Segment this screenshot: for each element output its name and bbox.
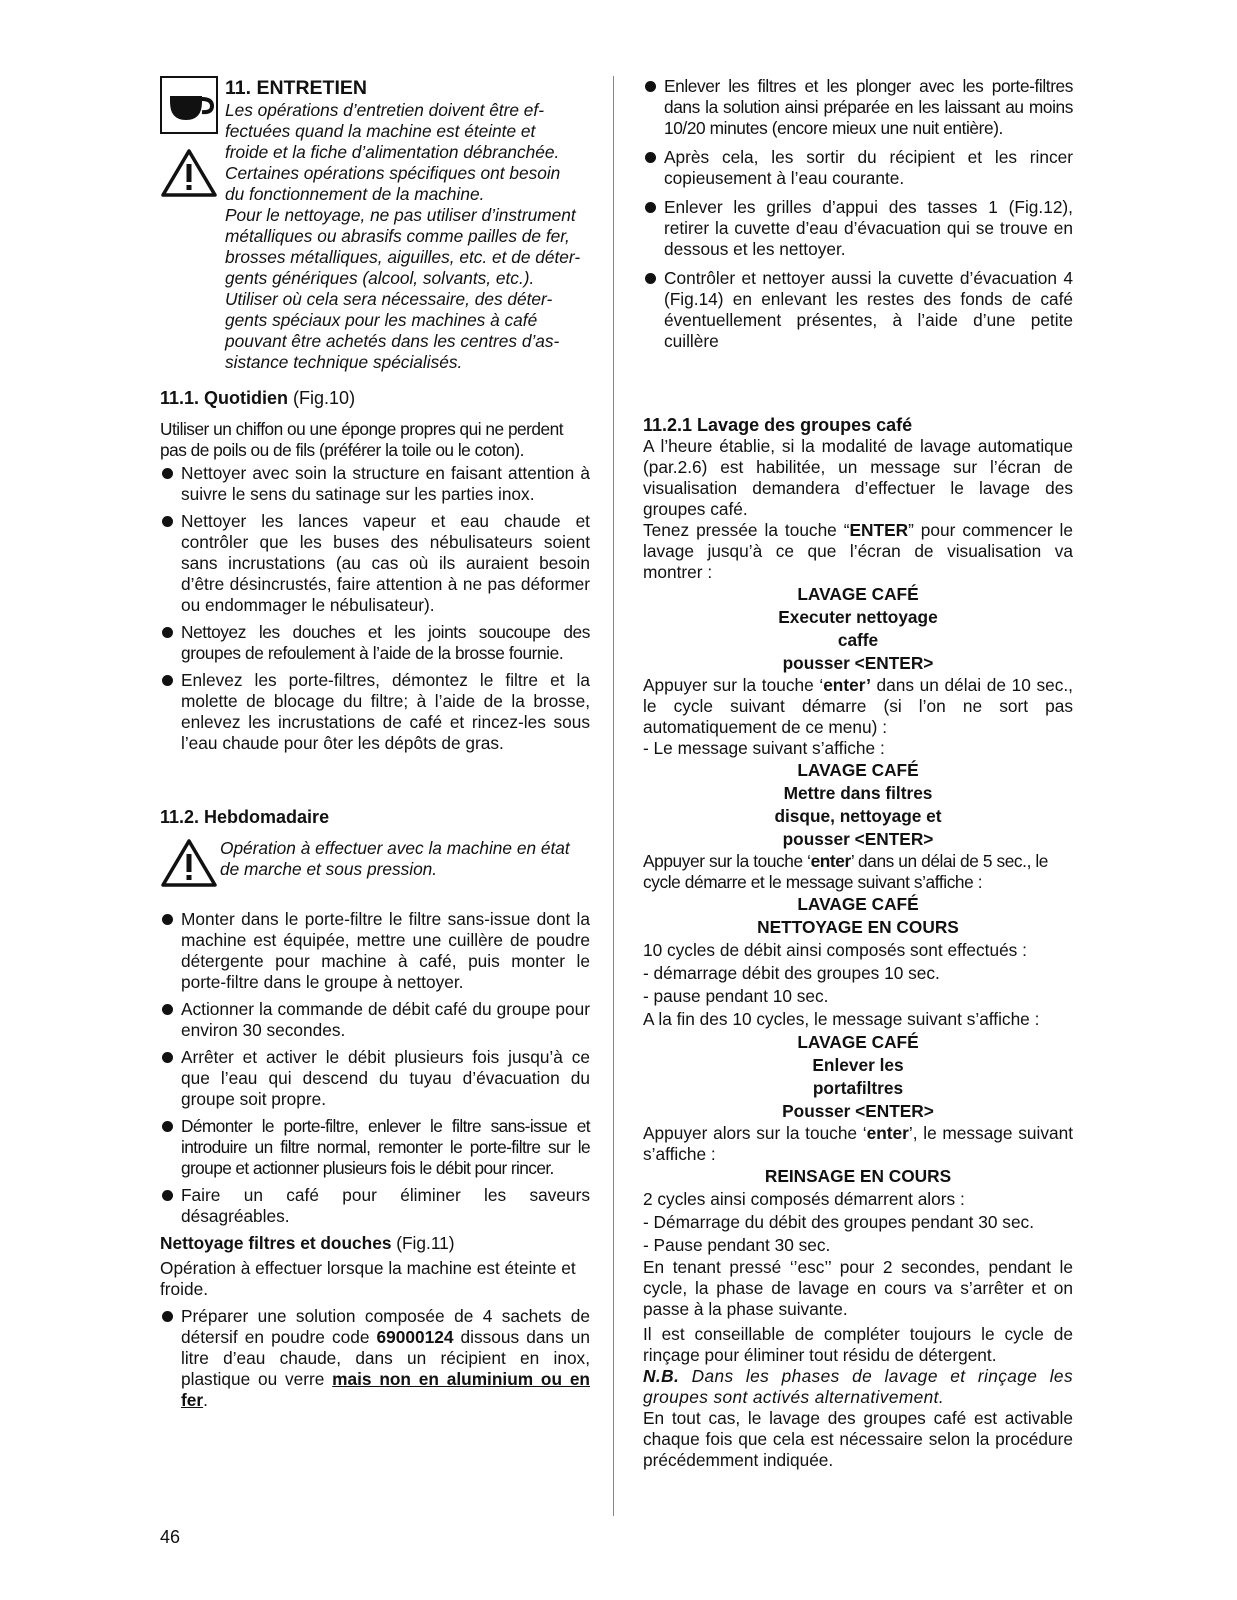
- key-name: enter’: [823, 675, 871, 695]
- paragraph-text: Appuyer sur la touche ‘: [643, 851, 811, 871]
- list-item-text: Enlever les grilles d’appui des tasses 1 (Fig.12), retirer la cuvette d’eau d’évacuation qui se trouve en dessous et les nettoyer.: [664, 197, 1073, 259]
- display-line: NETTOYAGE EN COURS: [757, 917, 959, 937]
- list-item-text: Actionner la commande de débit café du groupe pour environ 30 secondes.: [181, 999, 590, 1040]
- paragraph: Il est conseillable de compléter toujours le cycle de rinçage pour éliminer tout résidu de détergent.: [643, 1324, 1073, 1365]
- intro-line: pouvant être achetés dans les centres d’as-: [225, 331, 560, 351]
- weekly-warning: [160, 838, 590, 893]
- column-divider: [613, 76, 614, 1516]
- list-item: [160, 463, 590, 505]
- list-item-text: Après cela, les sortir du récipient et les rincer copieusement à l’eau courante.: [664, 147, 1073, 188]
- display-line: Pousser <ENTER>: [782, 1101, 934, 1121]
- page-number: 46: [160, 1527, 181, 1547]
- paragraph-text: Appuyer sur la touche ‘: [643, 675, 824, 695]
- paragraph: [643, 851, 1073, 893]
- paragraph: A l’heure établie, si la modalité de lavage automatique (par.2.6) est habilitée, un message sur l’écran de visualisation demandera d’effectuer le lavage des groupes café.: [643, 436, 1073, 519]
- display-line: LAVAGE CAFÉ: [797, 1032, 919, 1052]
- list-item-text: Arrêter et activer le débit plusieurs fois jusqu’à ce que l’eau qui descend du tuyau d’évacuation du groupe soit propre.: [181, 1047, 590, 1109]
- figure-ref: (Fig.11): [396, 1233, 455, 1253]
- display-line: REINSAGE EN COURS: [764, 1166, 952, 1186]
- daily-intro: Utiliser un chiffon ou une éponge propres qui ne perdent pas de poils ou de fils (préférer la toile ou le coton).: [160, 419, 564, 460]
- product-code: 69000124: [376, 1327, 454, 1347]
- warning-icon: [160, 148, 225, 203]
- display-line: LAVAGE CAFÉ: [797, 584, 919, 604]
- bullet-icon: [162, 1004, 173, 1015]
- bullet-icon: [162, 675, 173, 686]
- list-item: [160, 1047, 590, 1110]
- display-line: LAVAGE CAFÉ: [797, 894, 919, 914]
- intro-line: gents spéciaux pour les machines à café: [225, 310, 538, 330]
- intro-block: [160, 76, 590, 373]
- key-name: ENTER: [849, 520, 909, 540]
- display-message: [643, 759, 1073, 851]
- bullet-icon: [162, 516, 173, 527]
- right-column: [643, 76, 1073, 1471]
- paragraph: - Démarrage du débit des groupes pendant 30 sec.: [643, 1212, 1034, 1232]
- list-item-text: Contrôler et nettoyer aussi la cuvette d’évacuation 4 (Fig.14) en enlevant les restes des fonds de café éventuellement présentes, à l’aide d’une petite cuillère: [664, 268, 1073, 351]
- bullet-icon: [162, 468, 173, 479]
- list-item-text: dissous dans un litre d’eau chaude, dans un récipient en inox, plastique ou verre: [181, 1327, 590, 1389]
- list-item: [160, 999, 590, 1041]
- intro-line: Les opérations d’entretien doivent être ef-: [225, 100, 544, 120]
- display-line: Enlever les: [812, 1055, 904, 1075]
- bullet-icon: [162, 1052, 173, 1063]
- display-line: Mettre dans filtres: [783, 783, 933, 803]
- note-text: Dans les phases de lavage et rinçage les groupes sont activés alternativement.: [643, 1366, 1073, 1407]
- intro-line: métalliques ou abrasifs comme pailles de fer,: [225, 226, 570, 246]
- cleaning-intro: Opération à effectuer lorsque la machine est éteinte et froide.: [160, 1258, 576, 1299]
- intro-line: fectuées quand la machine est éteinte et: [225, 121, 536, 141]
- paragraph: 10 cycles de débit ainsi composés sont effectués :: [643, 940, 1027, 960]
- list-item-text: Démonter le porte-filtre, enlever le filtre sans-issue et introduire un filtre normal, remonter le porte-filtre sur le groupe et actionner plusieurs fois le débit pour rincer.: [181, 1116, 590, 1178]
- paragraph: [643, 675, 1073, 738]
- display-line: Executer nettoyage: [778, 607, 938, 627]
- display-line: disque, nettoyage et: [774, 806, 942, 826]
- note: [643, 1366, 1073, 1408]
- intro-line: du fonctionnement de la machine.: [225, 184, 485, 204]
- list-item-text: Nettoyer avec soin la structure en faisant attention à suivre le sens du satinage sur les parties inox.: [181, 463, 590, 504]
- list-item: [160, 622, 590, 664]
- display-line: LAVAGE CAFÉ: [797, 760, 919, 780]
- paragraph-text: Appuyer alors sur la touche ‘: [643, 1123, 867, 1143]
- intro-text: [225, 76, 590, 373]
- coffee-cup-icon: [160, 76, 218, 134]
- bullet-icon: [162, 1190, 173, 1201]
- paragraph-text: ’, le message suivant s’affiche :: [643, 1123, 1073, 1164]
- display-line: pousser <ENTER>: [782, 829, 934, 849]
- paragraph: En tenant pressé ‘’esc’’ pour 2 secondes, pendant le cycle, la phase de lavage en cours va s’arrêter et on passe à la phase suivante.: [643, 1257, 1073, 1319]
- bullet-icon: [645, 152, 656, 163]
- cleaning-title: [160, 1233, 590, 1254]
- intro-line: Utiliser où cela sera nécessaire, des déter-: [225, 289, 553, 309]
- key-name: enter: [866, 1123, 909, 1143]
- section-title: 11. ENTRETIEN: [225, 77, 367, 99]
- intro-line: Pour le nettoyage, ne pas utiliser d’instrument: [225, 205, 576, 225]
- intro-line: brosses métalliques, aiguilles, etc. et de déter-: [225, 247, 581, 267]
- intro-icons: [160, 76, 225, 373]
- paragraph-text: dans un délai de 10 sec., le cycle suivant démarre (si l’on ne sort pas automatiquement de ce menu) :: [643, 675, 1073, 737]
- list-item: [643, 147, 1073, 189]
- bullet-icon: [162, 1121, 173, 1132]
- display-line: portafiltres: [812, 1078, 904, 1098]
- paragraph: - pause pendant 10 sec.: [643, 986, 829, 1006]
- bullet-icon: [645, 202, 656, 213]
- list-item: [160, 511, 590, 616]
- list-item: [643, 197, 1073, 260]
- paragraph: [643, 520, 1073, 583]
- display-message: [643, 1031, 1073, 1123]
- emphasis-text: mais non en aluminium ou en fer: [181, 1369, 590, 1410]
- paragraph: - démarrage débit des groupes 10 sec.: [643, 963, 940, 983]
- display-line: caffe: [837, 630, 879, 650]
- paragraph: - Pause pendant 30 sec.: [643, 1235, 831, 1255]
- figure-ref: (Fig.10): [293, 388, 356, 408]
- display-message: [643, 1165, 1073, 1188]
- intro-line: Certaines opérations spécifiques ont besoin: [225, 163, 561, 183]
- bullet-icon: [645, 81, 656, 92]
- intro-line: froide et la fiche d’alimentation débranchée.: [225, 142, 560, 162]
- bullet-icon: [162, 1311, 173, 1322]
- key-name: enter: [810, 851, 851, 871]
- intro-line: sistance technique spécialisés.: [225, 352, 463, 372]
- bullet-icon: [162, 914, 173, 925]
- subsection-title-daily: [160, 387, 590, 409]
- list-item-text: Faire un café pour éliminer les saveurs désagréables.: [181, 1185, 590, 1226]
- paragraph: A la fin des 10 cycles, le message suivant s’affiche :: [643, 1009, 1040, 1029]
- bullet-icon: [645, 273, 656, 284]
- paragraph: En tout cas, le lavage des groupes café est activable chaque fois que cela est nécessaire selon la procédure précédemment indiquée.: [643, 1408, 1073, 1470]
- list-item: [160, 909, 590, 993]
- list-item-text: Préparer une solution composée de 4 sachets de détersif en poudre code: [181, 1306, 590, 1347]
- list-item-text: Monter dans le porte-filtre le filtre sans-issue dont la machine est équipée, mettre une cuillère de poudre détergente pour machine à café, puis monter le porte-filtre dans le groupe à nettoyer.: [181, 909, 590, 992]
- list-item: [160, 1306, 590, 1411]
- display-message: [643, 893, 1073, 939]
- list-item-text: Nettoyer les lances vapeur et eau chaude et contrôler que les buses des nébulisateurs soient sans incrustations (au cas où ils auraient besoin d’être désincrustés, faire attention à ne pas déformer ou endommager le nébulisateur).: [181, 511, 590, 615]
- paragraph-text: ’ dans un délai de 5 sec., le cycle démarre et le message suivant s’affiche :: [643, 851, 1049, 892]
- note-label: N.B.: [643, 1366, 680, 1386]
- paragraph: - Le message suivant s’affiche :: [643, 738, 885, 758]
- display-message: [643, 583, 1073, 675]
- list-item: [160, 670, 590, 754]
- list-item-text: Enlevez les porte-filtres, démontez le filtre et la molette de blocage du filtre; à l’aide de la brosse, enlevez les incrustations de café et rincez-les sous l’eau chaude pour ôter les dépôts de gras.: [181, 670, 590, 753]
- list-item: [160, 1185, 590, 1227]
- bullet-icon: [162, 627, 173, 638]
- list-item-text: Enlever les filtres et les plonger avec les porte-filtres dans la solution ainsi préparée en les laissant au moins 10/20 minutes (encore mieux une nuit entière).: [664, 76, 1073, 138]
- list-item-text: Nettoyez les douches et les joints soucoupe des groupes de refoulement à l’aide de la brosse fournie.: [181, 622, 590, 663]
- subsection-title-weekly: 11.2. Hebdomadaire: [160, 807, 330, 827]
- paragraph: 2 cycles ainsi composés démarrent alors :: [643, 1189, 965, 1209]
- intro-line: gents génériques (alcool, solvants, etc.).: [225, 268, 535, 288]
- list-item: [643, 268, 1073, 352]
- subsection-title-group-wash: 11.2.1 Lavage des groupes café: [643, 415, 913, 435]
- warning-icon: [160, 838, 220, 893]
- cleaning-title-text: Nettoyage filtres et douches: [160, 1233, 392, 1253]
- paragraph-text: Tenez pressée la touche “: [643, 520, 850, 540]
- list-item: [643, 76, 1073, 139]
- intro-paragraph: [225, 100, 590, 373]
- subsection-title-text: 11.1. Quotidien: [160, 388, 289, 408]
- list-item-text: .: [203, 1390, 208, 1410]
- display-line: pousser <ENTER>: [782, 653, 934, 673]
- left-column: [160, 76, 590, 1411]
- paragraph: [643, 1123, 1073, 1165]
- warning-text: Opération à effectuer avec la machine en état de marche et sous pression.: [220, 838, 570, 879]
- paragraph-text: ” pour commencer le lavage jusqu’à ce que l’écran de visualisation va montrer :: [643, 520, 1074, 582]
- list-item: [160, 1116, 590, 1179]
